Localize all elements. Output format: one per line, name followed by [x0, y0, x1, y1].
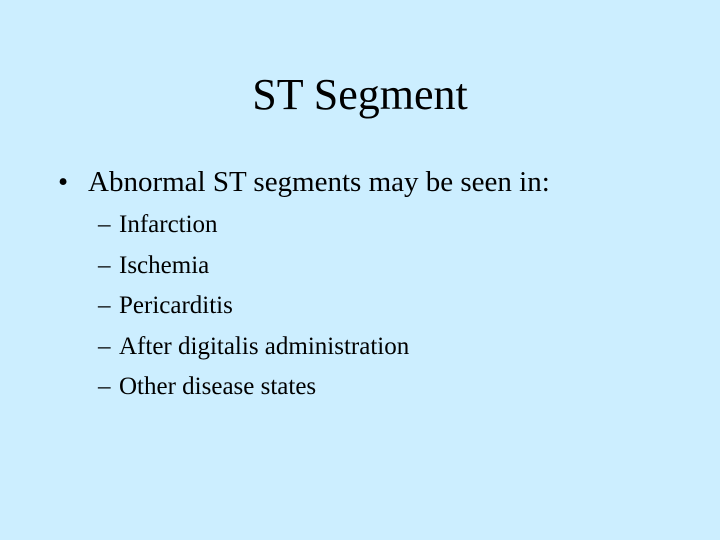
sub-bullet-text: Ischemia: [119, 251, 210, 279]
dash-marker: –: [98, 373, 111, 400]
dash-marker: –: [98, 251, 111, 279]
slide-title: ST Segment: [252, 70, 468, 119]
sub-bullet-item: [98, 367, 409, 408]
sub-bullet-text: After digitalis administration: [119, 332, 410, 360]
sub-bullet-text: Pericarditis: [119, 292, 233, 319]
sub-bullet-item: [98, 327, 409, 368]
dash-marker: –: [98, 332, 111, 360]
sub-bullet-item: [98, 286, 409, 327]
dash-marker: –: [98, 292, 111, 319]
dash-marker: –: [98, 211, 111, 238]
main-bullet-text: Abnormal ST segments may be seen in:: [88, 166, 550, 198]
sub-bullet-text: Infarction: [119, 211, 218, 238]
sub-bullet-item: [98, 246, 409, 287]
bullet-marker: •: [58, 166, 69, 198]
sub-bullet-text: Other disease states: [119, 373, 317, 400]
sub-bullet-item: [98, 205, 409, 246]
sub-bullet-list: [98, 205, 409, 408]
main-bullet: [58, 164, 550, 200]
